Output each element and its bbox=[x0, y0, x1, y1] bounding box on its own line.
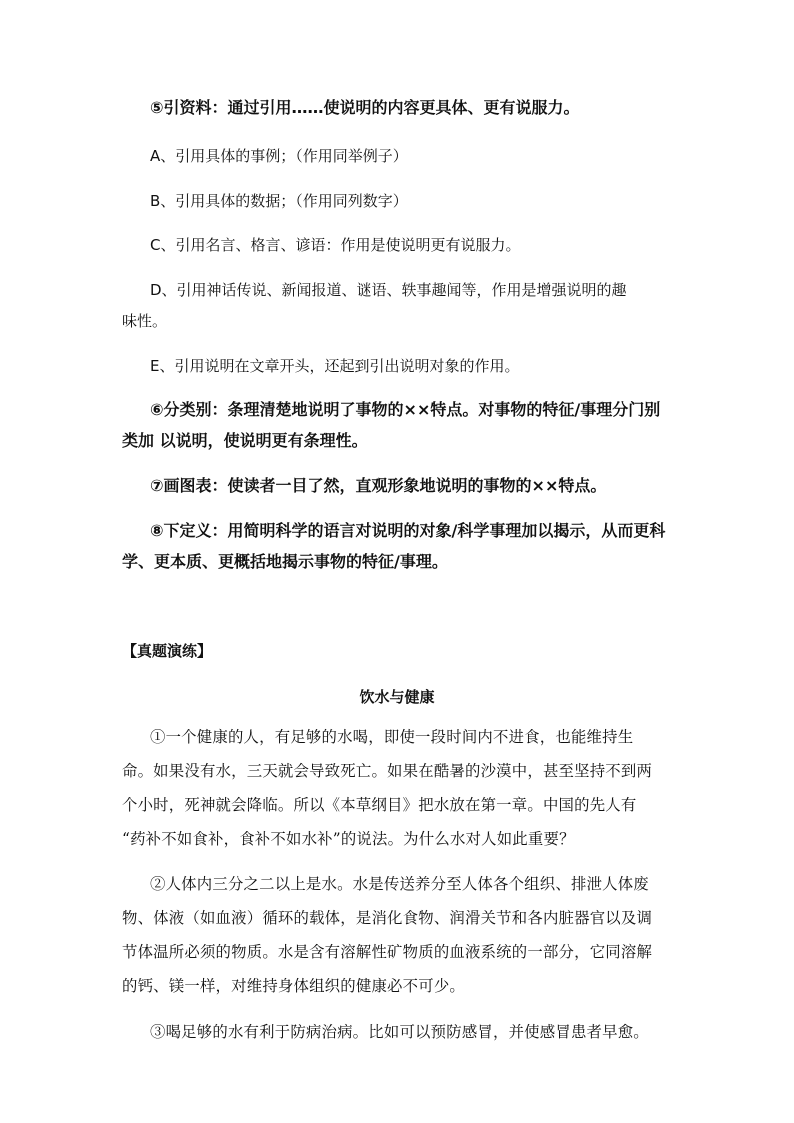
paragraph-2-line3: 节体温所必须的物质。水是含有溶解性矿物质的血液系统的一部分，它同溶解 bbox=[122, 943, 653, 961]
method-7: ⑦画图表：使读者一目了然，直观形象地说明的事物的××特点。 bbox=[150, 476, 607, 495]
method-5-item-d-line2: 味性。 bbox=[122, 312, 168, 330]
section-heading: 【真题演练】 bbox=[122, 642, 213, 660]
paragraph-1-line3: 个小时，死神就会降临。所以《本草纲目》把水放在第一章。中国的先人有 bbox=[122, 796, 637, 814]
paragraph-1-line2: 命。如果没有水，三天就会导致死亡。如果在酷暑的沙漠中，甚至坚持不到两 bbox=[122, 762, 653, 780]
method-5-item-b: B、引用具体的数据；（作用同列数字） bbox=[150, 192, 408, 210]
method-5-item-e: E、引用说明在文章开头，还起到引出说明对象的作用。 bbox=[150, 357, 520, 375]
method-5-item-c: C、引用名言、格言、谚语：作用是使说明更有说服力。 bbox=[150, 236, 521, 254]
method-8-line1: ⑧下定义：用简明科学的语言对说明的对象/科学事理加以揭示，从而更科 bbox=[150, 521, 666, 540]
method-8-line2: 学、更本质、更概括地揭示事物的特征/事理。 bbox=[122, 552, 448, 571]
method-5-quote: ⑤引资料：通过引用……使说明的内容更具体、更有说服力。 bbox=[150, 98, 580, 117]
paragraph-1-line4: “药补不如食补，食补不如水补”的说法。为什么水对人如此重要？ bbox=[122, 830, 575, 848]
paragraph-1-line1: ①一个健康的人，有足够的水喝，即使一段时间内不进食，也能维持生 bbox=[150, 728, 634, 746]
method-5-item-a: A、引用具体的事例；（作用同举例子） bbox=[150, 147, 408, 165]
paragraph-2-line1: ②人体内三分之二以上是水。水是传送养分至人体各个组织、排泄人体废 bbox=[150, 875, 649, 893]
paragraph-2-line2: 物、体液（如血液）循环的载体，是消化食物、润滑关节和各内脏器官以及调 bbox=[122, 909, 653, 927]
method-6-line2: 类加 以说明，使说明更有条理性。 bbox=[122, 431, 368, 450]
paragraph-3-line1: ③喝足够的水有利于防病治病。比如可以预防感冒，并使感冒患者早愈。 bbox=[150, 1023, 649, 1041]
method-5-item-d-line1: D、引用神话传说、新闻报道、谜语、轶事趣闻等，作用是增强说明的趣 bbox=[150, 281, 627, 299]
method-6-line1: ⑥分类别：条理清楚地说明了事物的××特点。对事物的特征/事理分门别 bbox=[150, 400, 661, 419]
article-title: 饮水与健康 bbox=[359, 688, 435, 706]
paragraph-2-line4: 的钙、镁一样，对维持身体组织的健康必不可少。 bbox=[122, 977, 465, 995]
